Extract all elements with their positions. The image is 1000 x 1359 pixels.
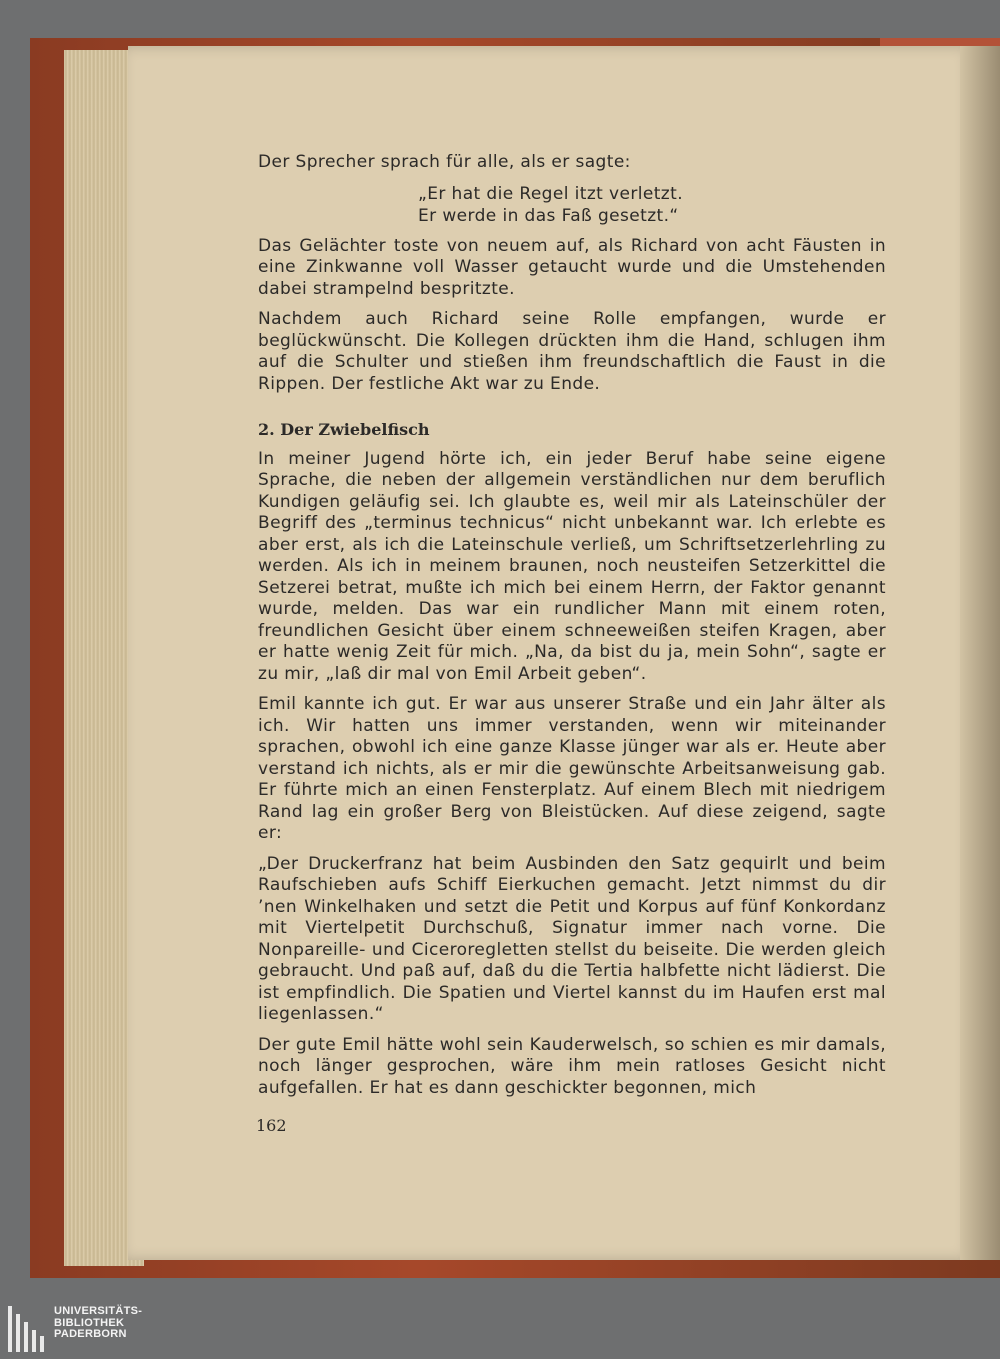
footer-bar — [0, 1292, 1000, 1359]
library-logo-icon — [8, 1306, 50, 1352]
page-gutter — [960, 46, 1000, 1260]
paragraph: Das Gelächter toste von neuem auf, als Richard von acht Fäusten in eine Zinkwanne voll Wasser getaucht wurde und die Umstehenden dabei strampelnd bespritzte. — [258, 235, 886, 299]
page-number: 162 — [256, 1116, 287, 1135]
intro-line: Der Sprecher sprach für alle, als er sagte: — [258, 152, 631, 172]
paragraph: „Der Druckerfranz hat beim Ausbinden den Satz gequirlt und beim Raufschieben aufs Schiff Eierkuchen gemacht. Jetzt nimmst du dir ’nen Winkelhaken und setzt die Petit und Korpus auf fünf Konkordanz mit Viertelpetit Durchschuß, Signatur immer nach vorne. Die Nonpareille- und Ciceroregletten stellst du beiseite. Die werden gleich gebraucht. Und paß auf, daß du die Tertia halbfette nicht lädierst. Die ist empfindlich. Die Spatien und Viertel kannst du im Haufen erst mal liegenlassen.“ — [258, 853, 886, 1024]
paragraph: Nachdem auch Richard seine Rolle empfangen, wurde er beglückwünscht. Die Kollegen drückten ihm die Hand, schlugen ihm auf die Schulter und stießen ihm freundschaftlich die Faust in die Rippen. Der festliche Akt war zu Ende. — [258, 309, 886, 394]
section-heading: 2. Der Zwiebelfisch — [258, 420, 430, 439]
verse — [418, 183, 886, 227]
verse-line: „Er hat die Regel itzt verletzt. — [418, 183, 683, 204]
library-logo-text: UNIVERSITÄTS- BIBLIOTHEK PADERBORN — [54, 1305, 143, 1340]
paragraph: Der gute Emil hätte wohl sein Kauderwelsch, so schien es mir damals, noch länger gesprochen, wäre ihm mein ratloses Gesicht nicht aufgefallen. Er hat es dann geschickter begonnen, mich — [258, 1034, 886, 1098]
paragraph: Emil kannte ich gut. Er war aus unserer Straße und ein Jahr älter als ich. Wir hatten uns immer verstanden, wenn wir miteinander sprachen, obwohl ich eine ganze Klasse jünger war als er. Heute aber verstand ich nichts, als er mir die gewünschte Arbeitsanweisung gab. Er führte mich an einen Fensterplatz. Auf einem Blech mit niedrigem Rand lag ein großer Berg von Bleistücken. Auf diese zeigend, sagte er: — [258, 694, 886, 843]
verse-line: Er werde in das Faß gesetzt.“ — [418, 205, 679, 226]
paragraph: In meiner Jugend hörte ich, ein jeder Beruf habe seine eigene Sprache, die neben der allgemein verständlichen nur dem beruflich Kundigen geläufig sei. Ich glaubte es, weil mir als Lateinschüler der Begriff des „terminus technicus“ nicht unbekannt war. Ich erlebte es aber erst, als ich die Lateinschule verließ, um Schriftsetzerlehrling zu werden. Als ich in meinem braunen, noch neusteifen Setzerkittel die Setzerei betrat, mußte ich mich bei einem Herrn, der Faktor genannt wurde, melden. Das war ein rundlicher Mann mit einem roten, freundlichen Gesicht über einem schneeweißen steifen Kragen, aber er hatte wenig Zeit für mich. „Na, da bist du ja, mein Sohn“, sagte er zu mir, „laß dir mal von Emil Arbeit geben“. — [258, 448, 886, 684]
page-text — [258, 152, 886, 1108]
